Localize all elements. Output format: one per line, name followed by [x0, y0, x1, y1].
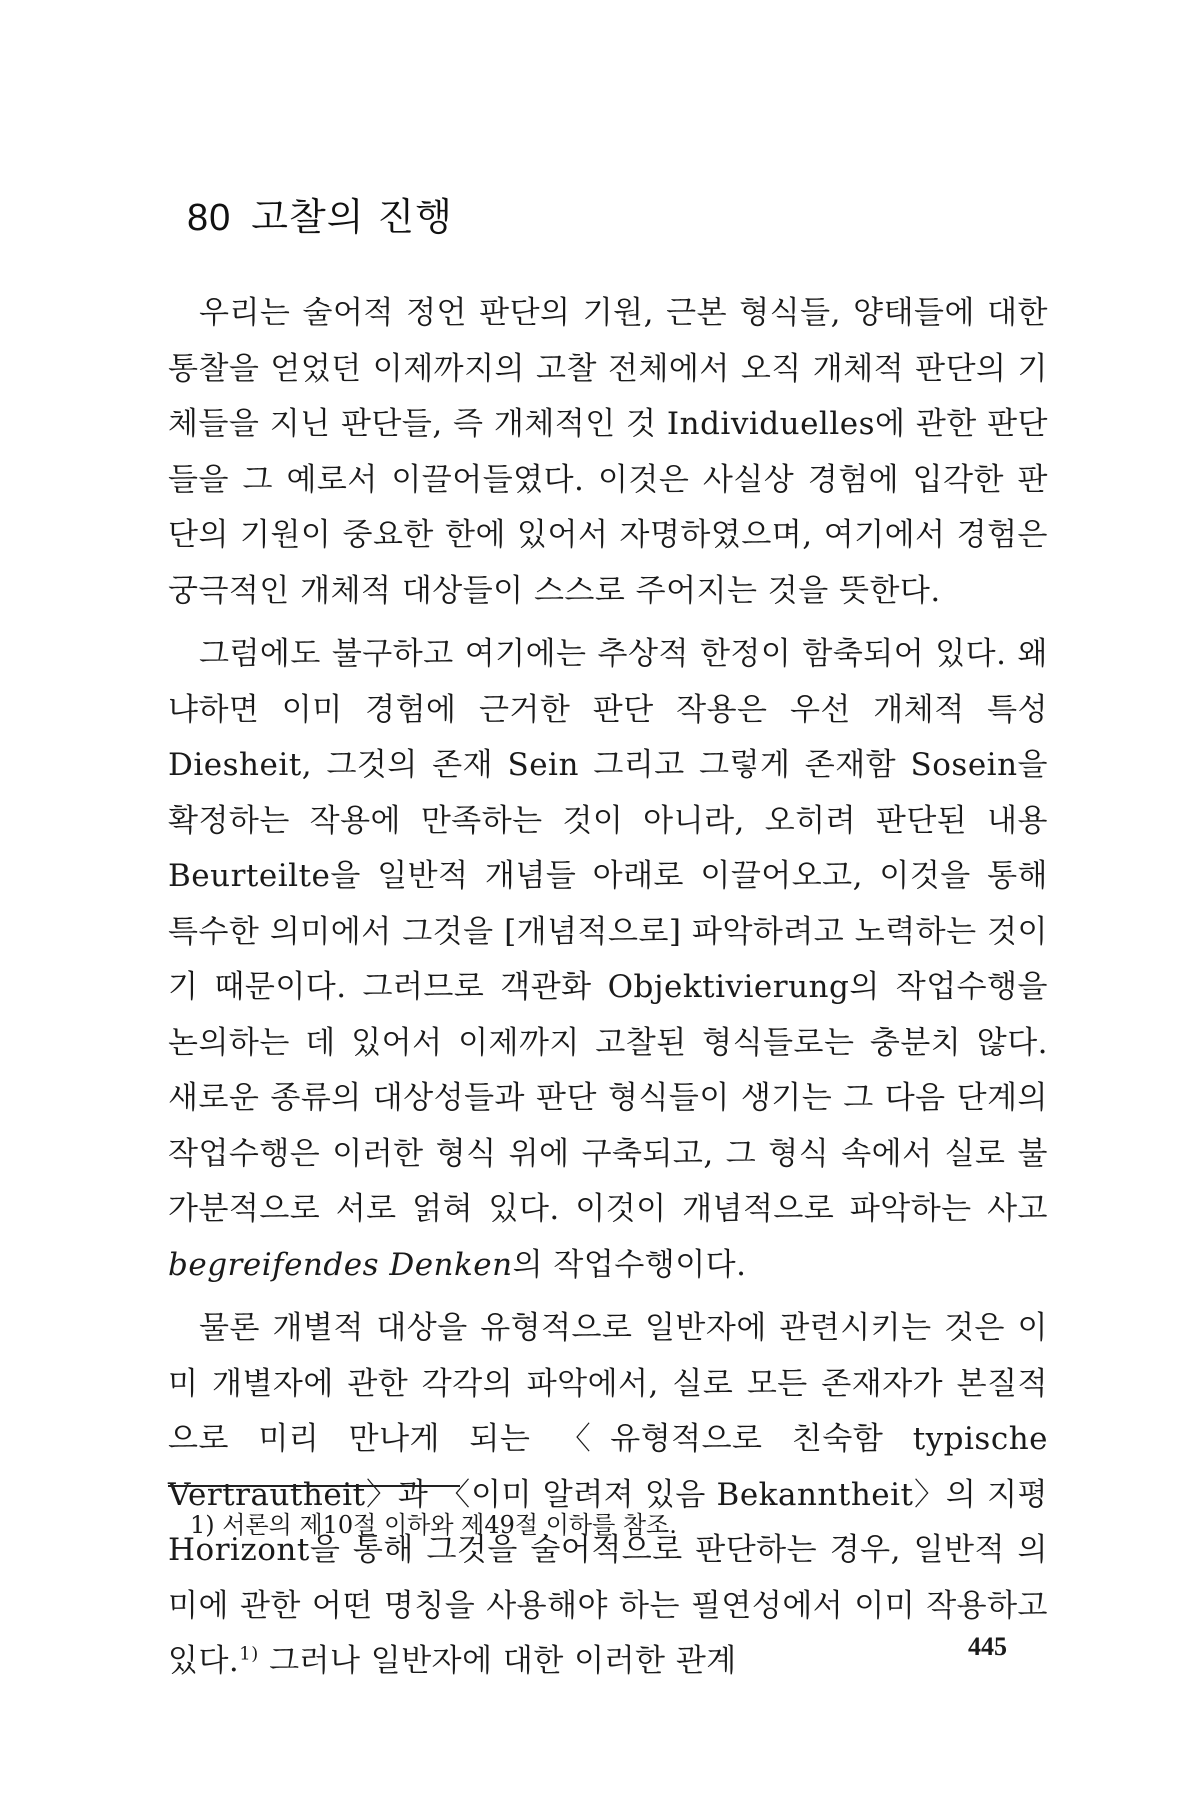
paragraph-3-text-after: 그러나 일반자에 대한 이러한 관계: [258, 1643, 737, 1679]
paragraph-2: [168, 627, 1048, 1293]
header-title: 고찰의 진행: [251, 195, 453, 239]
running-head: [187, 186, 453, 241]
footnote-reference: 1): [239, 1643, 259, 1665]
paragraph-1: 우리는 술어적 정언 판단의 기원, 근본 형식들, 양태들에 대한 통찰을 얻었던 이제까지의 고찰 전체에서 오직 개체적 판단의 기체들을 지닌 판단들, 즉 개체적인 것 Individuelles에 관한 판단들을 그 예로서 이끌어들였다. 이것은 사실상 경험에 입각한 판단의 기원이 중요한 한에 있어서 자명하였으며, 여기에서 경험은 궁극적인 개체적 대상들이 스스로 주어지는 것을 뜻한다.: [168, 295, 1048, 609]
page-number: 445: [968, 1632, 1007, 1661]
paragraph-3-text-before: 물론 개별적 대상을 유형적으로 일반자에 관련시키는 것은 이미 개별자에 관한 각각의 파악에서, 실로 모든 존재자가 본질적으로 미리 만나게 되는 〈유형적으로 친숙함 typische Vertrautheit〉과 〈이미 알려져 있음 Bekanntheit〉의 지평 Horizont을 통해 그것을 술어적으로 판단하는 경우, 일반적 의미에 관한 어떤 명칭을 사용해야 하는 필연성에서 이미 작용하고 있다.: [168, 1310, 1048, 1679]
paragraph-2-text-before: 그럼에도 불구하고 여기에는 추상적 한정이 함축되어 있다. 왜냐하면 이미 경험에 근거한 판단 작용은 우선 개체적 특성 Diesheit, 그것의 존재 Sein 그리고 그렇게 존재함 Sosein을 확정하는 작용에 만족하는 것이 아니라, 오히려 판단된 내용 Beurteilte을 일반적 개념들 아래로 이끌어오고, 이것을 통해 특수한 의미에서 그것을 [개념적으로] 파악하려고 노력하는 것이기 때문이다. 그러므로 객관화 Objektivierung의 작업수행을 논의하는 데 있어서 이제까지 고찰된 형식들로는 충분치 않다. 새로운 종류의 대상성들과 판단 형식들이 생기는 그 다음 단계의 작업수행은 이러한 형식 위에 구축되고, 그 형식 속에서 실로 불가분적으로 서로 얽혀 있다. 이것이 개념적으로 파악하는 사고: [168, 636, 1048, 1227]
header-page-number: 80: [187, 197, 232, 239]
paragraph-3: [168, 1301, 1048, 1690]
paragraph-2-emphasis: begreifendes Denken: [168, 1246, 513, 1283]
footnote-divider: [168, 1485, 460, 1487]
paragraph-2-text-after: 의 작업수행이다.: [512, 1246, 747, 1283]
footnote: 1) 서론의 제10절 이하와 제49절 이하를 참조.: [190, 1511, 677, 1539]
body-text: [168, 286, 1048, 1690]
